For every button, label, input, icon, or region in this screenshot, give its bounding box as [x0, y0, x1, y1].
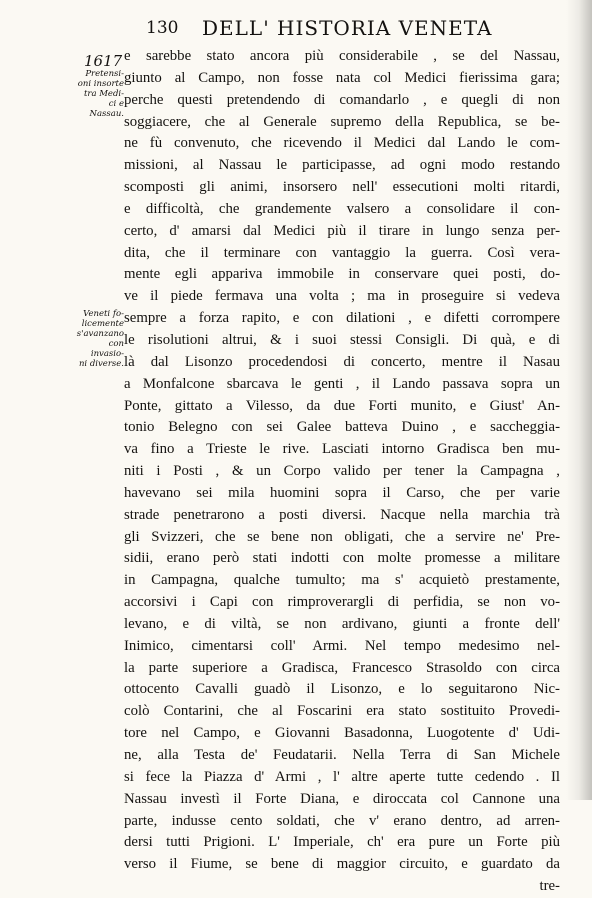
- text-line: strade penetrarono a posti diversi. Nacque nella marchia trà: [124, 506, 560, 523]
- text-line: colò Contarini, che al Foscarini era stato sostituito Provedi-: [124, 703, 560, 720]
- text-line: sempre a forza rapito, e con dilationi , e difetti corrompere: [124, 310, 560, 327]
- margin-note-line: ni diverse.: [78, 359, 124, 369]
- text-line: Ponte, gittato a Vilesso, da due Forti munito, e Giust' An-: [124, 397, 560, 414]
- text-line: si fece la Piazza d' Armi , l' altre aperte tutte cedendo . Il: [124, 768, 560, 785]
- text-line: a Monfalcone sbarcava le genti , il Lando passava sopra un: [124, 375, 560, 392]
- text-line: certo, d' amarsi dal Medici più il tirare in lungo senza per-: [124, 222, 560, 239]
- margin-note-line: tra Medi-: [83, 89, 124, 99]
- text-line: levano, e di viltà, se non ardivano, giunti a fronte dell': [124, 615, 560, 632]
- text-line: le risolutioni altrui, & i suoi stessi Consigli. Di quà, e di: [124, 331, 560, 348]
- text-line: giunto al Campo, non fosse nata col Medici fierissima gara;: [124, 69, 560, 86]
- text-line: accorsivi i Capi con rimproverargli di perfidia, se non vo-: [124, 594, 560, 611]
- text-line: ne, alla Testa de' Feudatarii. Nella Terra di San Michele: [124, 747, 560, 763]
- text-line: mente egli appariva immobile in conservare quei posti, do-: [124, 266, 560, 283]
- text-line: ve il piede fermava una volta ; ma in proseguire si vedeva: [124, 288, 560, 305]
- text-line: sidii, erano però stati indotti con molte promesse a militare: [124, 550, 560, 567]
- body-text: [124, 46, 560, 898]
- text-line: tonio Belegno con sei Galee batteva Duino , e saccheggia-: [124, 419, 560, 436]
- text-line: la parte superiore a Gradisca, Francesco Strasoldo con circa: [124, 659, 560, 676]
- text-line: là dal Lisonzo procedendosi di concerto, mentre il Nasau: [124, 353, 560, 370]
- margin-note-veneti: [74, 309, 124, 369]
- margin-note-line: Pretensi-: [85, 69, 124, 79]
- text-line: scomposti gli animi, insorsero nell' essecutioni molti ritardi,: [124, 179, 560, 196]
- margin-note-line: s'avanzano: [76, 329, 124, 339]
- text-line: tore nel Campo, e Giovanni Basadonna, Luogotente d' Udi-: [124, 725, 560, 742]
- text-line: e sarebbe stato ancora più considerabile , se del Nassau,: [124, 48, 560, 64]
- text-line: Nassau investì il Forte Diana, e diroccata col Cannone una: [124, 790, 560, 807]
- margin-note-line: licemente: [81, 319, 124, 329]
- text-line: soggiacere, che al Generale supremo della Republica, se be-: [124, 113, 560, 130]
- catchword: tre-: [539, 878, 560, 895]
- text-line: dersi tutti Prigioni. L' Imperiale, ch' era pure un Forte più: [124, 834, 560, 851]
- text-line: ottocento Cavalli guadò il Lisonzo, e lo seguitarono Nic-: [124, 681, 560, 698]
- page-gutter-shadow: [566, 0, 592, 800]
- text-line: ne fù convenuto, che ricevendo il Medici dal Lando le com-: [124, 135, 560, 152]
- text-line: e difficoltà, che grandemente valsero a consolidare il con-: [124, 200, 560, 217]
- text-line: parte, indusse cento soldati, che v' erano dentro, ad arren-: [124, 812, 560, 829]
- text-line: Inimico, cimentarsi coll' Armi. Nel tempo medesimo nel-: [124, 637, 560, 654]
- margin-note-line: Veneti fo-: [83, 309, 124, 319]
- text-line: in Campagna, qualche tumulto; ma s' acquietò prestamente,: [124, 572, 560, 589]
- text-line: gli Svizzeri, che se bene non obligati, che a servire ne' Pre-: [124, 528, 560, 545]
- text-line: va fino a Trieste le rive. Lasciati intorno Gradisca ben mu-: [124, 441, 560, 458]
- margin-note-line: oni insorte: [77, 79, 124, 89]
- text-line: perche questi pretendendo di comandarlo , e quegli di non: [124, 91, 560, 108]
- margin-year: 1617: [84, 52, 123, 70]
- margin-note-pretensioni: [74, 69, 124, 119]
- text-line: dita, che il terminare con vantaggio la guerra. Così vera-: [124, 244, 560, 261]
- text-line: missioni, al Nassau le participasse, ad ogni modo restando: [124, 157, 560, 174]
- margin-note-line: con invasio-: [90, 339, 124, 359]
- text-line: havevano sei mila huomini sopra il Carso, che per varie: [124, 484, 560, 501]
- margin-note-line: ci e Nassau.: [89, 99, 124, 119]
- text-line: verso il Fiume, se bene di maggior circuito, e guardato da: [124, 856, 560, 873]
- running-head: DELL' HISTORIA VENETA: [202, 16, 493, 40]
- page-number: 130: [146, 18, 179, 38]
- text-line: niti i Posti , & un Corpo valido per tener la Campagna ,: [124, 463, 560, 480]
